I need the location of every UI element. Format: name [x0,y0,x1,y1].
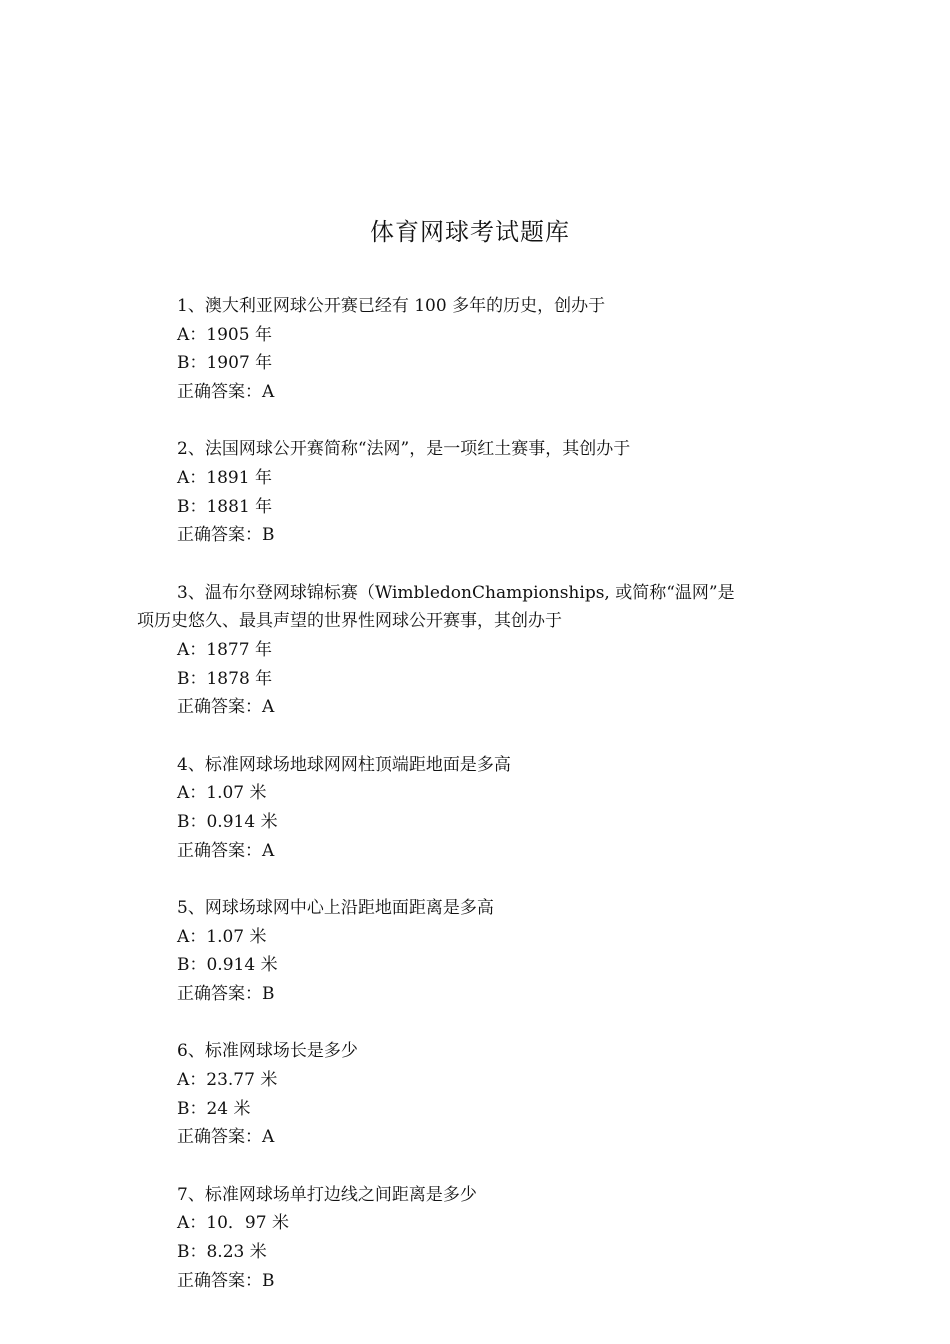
question-2 [137,435,797,549]
question-4 [137,751,797,865]
option-b: B：0.914 米 [177,811,278,832]
question-text: 5、网球场球网中心上沿距地面距离是多高 [177,898,494,919]
option-a: A：1.07 米 [177,926,267,947]
option-a: A：10．97 米 [177,1213,289,1234]
correct-answer: 正确答案：A [177,1127,275,1148]
option-a: A：1.07 米 [177,783,267,804]
option-b: B：24 米 [177,1098,251,1119]
option-b: B：1881 年 [177,496,273,517]
correct-answer: 正确答案：B [177,1270,275,1291]
correct-answer: 正确答案：B [177,525,275,546]
option-b: B：1907 年 [177,353,273,374]
correct-answer: 正确答案：A [177,697,275,718]
option-a: A：23.77 米 [177,1070,278,1091]
correct-answer: 正确答案：A [177,840,275,861]
option-b: B：8.23 米 [177,1242,267,1263]
question-5 [137,894,797,1008]
question-3 [137,579,797,722]
correct-answer: 正确答案：B [177,983,275,1004]
question-6 [137,1037,797,1151]
option-a: A：1905 年 [177,324,272,345]
option-a: A：1877 年 [177,639,272,660]
question-text: 6、标准网球场长是多少 [177,1041,358,1062]
question-text: 2、法国网球公开赛简称“法网”，是一项红土赛事，其创办于 [177,439,631,460]
question-text: 3、温布尔登网球锦标赛（WimbledonChampionships, 或简称“温网”是 [177,582,735,603]
question-text-continued: 项历史悠久、最具声望的世界性网球公开赛事，其创办于 [137,611,562,632]
option-b: B：1878 年 [177,668,273,689]
question-list [137,292,797,1324]
question-text: 7、标准网球场单打边线之间距离是多少 [177,1184,477,1205]
option-a: A：1891 年 [177,467,272,488]
document-title: 体育网球考试题库 [370,218,570,246]
option-b: B：0.914 米 [177,955,278,976]
question-text: 1、澳大利亚网球公开赛已经有 100 多年的历史，创办于 [177,296,606,316]
question-1 [137,292,797,406]
question-text: 4、标准网球场地球网网柱顶端距地面是多高 [177,754,511,775]
question-7 [137,1181,797,1295]
correct-answer: 正确答案：A [177,381,275,402]
